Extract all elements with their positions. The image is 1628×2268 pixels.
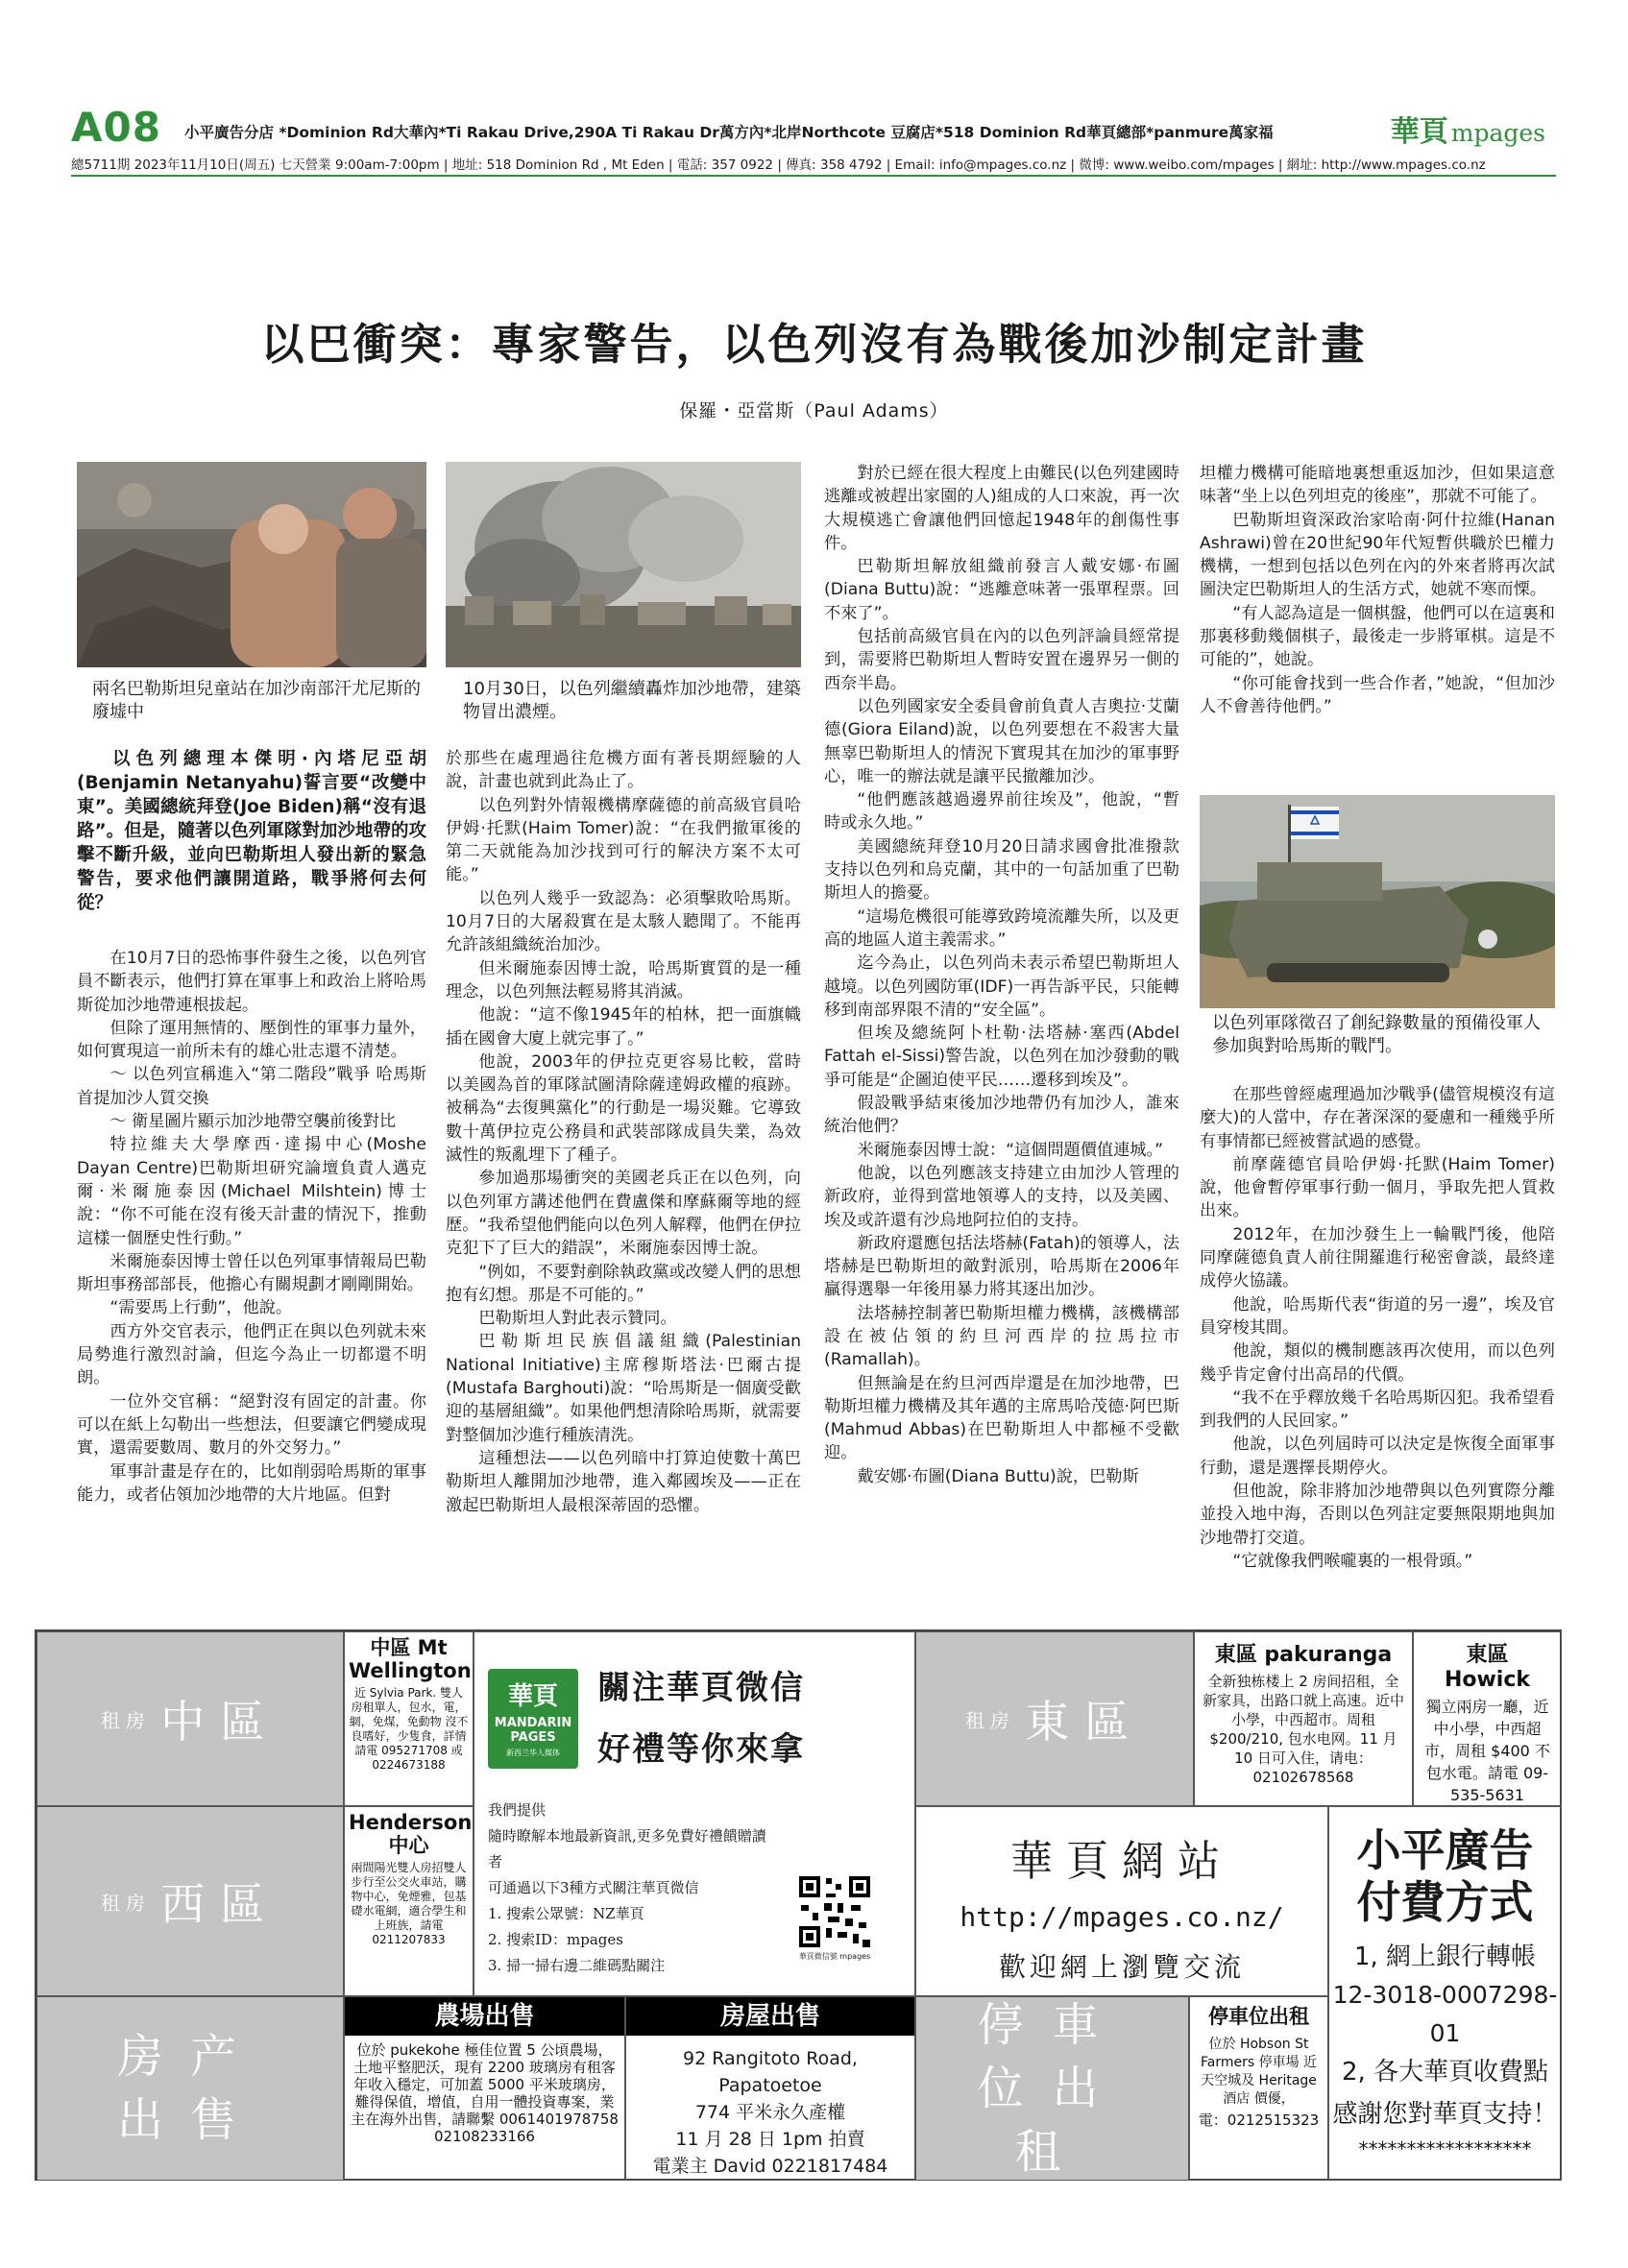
paragraph: 這種想法——以色列暗中打算迫使數十萬巴勒斯坦人離開加沙地帶，進入鄰國埃及——正在激起巴勒斯坦人最根深蒂固的恐懼。 (446, 1448, 801, 1515)
paragraph: 以色列國家安全委員會前負責人吉奧拉·艾蘭德(Giora Eiland)說，以色列要想在不殺害大量無辜巴勒斯坦人的情況下實現其在加沙的軍事野心，唯一的辦法就是讓平民撤離加沙。 (824, 696, 1179, 786)
article-column-4-top (1200, 462, 1555, 779)
logo-cn: 華頁 (1390, 115, 1448, 149)
page-number: A08 (71, 104, 161, 151)
article-column-3 (824, 462, 1179, 1590)
paragraph: 假設戰爭結束後加沙地帶仍有加沙人，誰來統治他們？ (824, 1094, 1179, 1137)
wechat-info: 我們提供 隨時瞭解本地最新資訊,更多免費好禮饋贈讀者 可通過以下3種方式關注華頁微信 1. 搜索公眾號：NZ華頁 2. 搜索ID：mpages 3. 掃一掃右邊二維碼點關注 (488, 1801, 766, 1974)
paragraph: 他說：“這不像1945年的柏林，把一面旗幟插在國會大廈上就完事了。” (446, 1005, 801, 1049)
paragraph: 法塔赫控制著巴勒斯坦權力機構，該機構部設在被佔領的約旦河西岸的拉馬拉市(Ramallah)。 (824, 1303, 1179, 1370)
website-url[interactable]: http://mpages.co.nz/ (960, 1901, 1284, 1933)
paragraph: 但他說，除非將加沙地帶與以色列實際分離並投入地中海，否則以色列註定要無限期地與加沙地帶打交道。 (1200, 1482, 1555, 1548)
paragraph: 巴勒斯坦解放組織前發言人戴安娜·布圖(Diana Buttu)說：“逃離意味著一張單程票。回不來了”。 (824, 557, 1179, 623)
paragraph: 以色列對外情報機構摩薩德的前高級官員哈伊姆·托默(Haim Tomer)說：“在我們撤軍後的第二天就能為加沙找到可行的解決方案不太可能。” (446, 795, 801, 885)
paragraph: “他們應該越過邊界前往埃及”，他說，“暫時或永久地。” (824, 790, 1179, 833)
ad-house-sale[interactable]: 房屋出售 92 Rangitoto Road, Papatoetoe 774 平米永久產權 11 月 28 日 1pm 拍賣 電業主 David 0221817484 (625, 1996, 915, 2181)
photo-gaza-smoke (446, 462, 801, 667)
paragraph: “我不在乎釋放幾千名哈馬斯囚犯。我希望看到我們的人民回家。” (1200, 1387, 1555, 1432)
mandarin-pages-logo: 華頁 MANDARIN PAGES 新西兰华人媒体 (488, 1669, 578, 1769)
parking-rent-label: 停車位出租 (915, 1996, 1189, 2181)
ad-mt-wellington[interactable]: 中區 Mt Wellington 近 Sylvia Park. 雙人房租單人，包水，電，網，免煤，免動物 沒不良嗜好，少隻食，詳情請電 095271708 或 0224673188 (344, 1631, 474, 1806)
property-sale-label: 房产出售 (36, 1996, 344, 2181)
paragraph: “例如，不要對剷除執政黨或改變人們的思想抱有幻想。那是不可能的。” (446, 1262, 801, 1305)
logo-en: mpages (1450, 119, 1545, 147)
wechat-headline: 關注華頁微信 (597, 1669, 805, 1707)
ad-parking[interactable]: 停車位出租 位於 Hobson St Farmers 停車場 近天空城及 Heritage 酒店 價優， 電：0212515323 (1189, 1996, 1328, 2181)
article-column-4-bottom (1200, 1083, 1555, 1590)
rent-east-label: 租房 東區 (915, 1631, 1194, 1806)
website-welcome: 歡迎網上瀏覽交流 (998, 1951, 1245, 1983)
paragraph: 一位外交官稱：“絕對沒有固定的計畫。你可以在紙上勾勒出一些想法，但要讓它們變成現實，還需要數周、數月的外交努力。” (77, 1391, 426, 1459)
ad-pakuranga[interactable]: 東區 pakuranga 全新独栋楼上 2 房间招租，全新家具，出路口就上高速。近中小學，中西超市。周租 $200/210, 包水电网。11 月 10 日可入住，请电：02102678568 (1194, 1631, 1413, 1806)
classified-ads (35, 1629, 1562, 2181)
paragraph: “有人認為這是一個棋盤，他們可以在這裏和那裏移動幾個棋子，最後走一步將軍棋。這是不可能的”，她說。 (1200, 603, 1555, 670)
paragraph: 但米爾施泰因博士說，哈馬斯實質的是一種理念，以色列無法輕易將其消滅。 (446, 958, 801, 1001)
issue-info: 總5711期 2023年11月10日(周五) 七天營業 9:00am-7:00pm | 地址: 518 Dominion Rd , Mt Eden | 電話: 357 0922 | 傳真: 358 4792 | Email: info@mpages.co.nz | 微博: www.weibo.com/mpages | 網址: http://www.mpages.co.nz (71, 157, 1486, 173)
paragraph: “需要馬上行動”，他說。 (109, 1298, 293, 1318)
related-link[interactable]: ～ 以色列宣稱進入“第二階段”戰爭 哈馬斯首提加沙人質交換 (77, 1065, 426, 1108)
article-column-1 (77, 947, 426, 1590)
article-column-2 (446, 747, 801, 1590)
qr-code-icon[interactable] (797, 1874, 872, 1949)
paragraph: 迄今為止，以色列尚未表示希望巴勒斯坦人越境。以色列國防軍(IDF)一再告訴平民，只能轉移到南部界限不清的“安全區”。 (824, 953, 1179, 1020)
bank-account: 12-3018-0007298-01 (1332, 1981, 1558, 2047)
paragraph: 西方外交官表示，他們正在與以色列就未來局勢進行激烈討論，但迄今為止一切都還不明朗。 (77, 1321, 426, 1388)
paragraph: 包括前高級官員在內的以色列評論員經常提到，需要將巴勒斯坦人暫時安置在邊界另一側的西奈半島。 (824, 627, 1179, 693)
rent-west-label: 租房 西區 (36, 1806, 344, 1996)
paragraph: 前摩薩德官員哈伊姆·托默(Haim Tomer)說，他會暫停軍事行動一個月，爭取先把人質救出來。 (1200, 1154, 1555, 1221)
photo3-caption: 以色列軍隊徵召了創紀錄數量的預備役軍人參加與對哈馬斯的戰鬥。 (1212, 1013, 1541, 1056)
ad-howick[interactable]: 東區 Howick 獨立兩房一廳，近中小學，中西超市，周租 $400 不包水電。請電 09-535-5631 (1413, 1631, 1562, 1806)
paragraph: 戴安娜·布圖(Diana Buttu)說，巴勒斯 (857, 1466, 1139, 1486)
branch-addresses: 小平廣告分店 *Dominion Rd大華內*Ti Rakau Drive,290A Ti Rakau Dr萬方內*北岸Northcote 豆腐店*518 Dominion Rd華頁總部*panmure萬家福 (184, 124, 1274, 141)
ad-website[interactable] (915, 1806, 1328, 1996)
paragraph: 特拉維夫大學摩西·達揚中心(Moshe Dayan Centre)巴勒斯坦研究論壇負責人邁克爾·米爾施泰因(Michael Milshtein)博士說：“你不可能在沒有後天計畫的情況下，推動這樣一個歷史性行動。” (77, 1135, 426, 1248)
paragraph: 巴勒斯坦資深政治家哈南·阿什拉維(Hanan Ashrawi)曾在20世紀90年代短暫供職於巴權力機構，一想到包括以色列在內的外來者將再次試圖決定巴勒斯坦人的生活方式，她就不寒而慄。 (1200, 510, 1555, 600)
paragraph: 巴勒斯坦民族倡議組織(Palestinian National Initiative)主席穆斯塔法·巴爾古提(Mustafa Barghouti)說：“哈馬斯是一個廣受歡迎的基層組織”。如果他們想清除哈馬斯，就需要對整個加沙進行種族清洗。 (446, 1332, 801, 1445)
paragraph: 於那些在處理過往危機方面有著長期經驗的人說，計畫也就到此為止了。 (446, 749, 801, 792)
paragraph: 米爾施泰因博士說：“這個問題價值連城。” (857, 1140, 1163, 1160)
header-rule (71, 175, 1556, 177)
article-byline: 保羅・亞當斯（Paul Adams） (679, 400, 949, 422)
paragraph: 坦權力機構可能暗地裏想重返加沙，但如果這意味著“坐上以色列坦克的後座”，那就不可能了。 (1200, 464, 1555, 507)
photo-israeli-tank (1200, 795, 1555, 1008)
paragraph: 但無論是在約旦河西岸還是在加沙地帶，巴勒斯坦權力機構及其年邁的主席馬哈茂德·阿巴斯(Mahmud Abbas)在巴勒斯坦人中都極不受歡迎。 (824, 1373, 1179, 1463)
paragraph: 他說，類似的機制應該再次使用，而以色列幾乎肯定會付出高昂的代價。 (1200, 1341, 1555, 1385)
qr-caption: 華頁微信號 mpages (798, 1952, 871, 1961)
paragraph: 他說，2003年的伊拉克更容易比較，當時以美國為首的軍隊試圖清除薩達姆政權的痕跡。被稱為“去復興黨化”的行動是一場災難。它導致數十萬伊拉克公務員和武裝部隊成員失業，為效滅性的叛亂埋下了種子。 (446, 1051, 801, 1166)
paragraph: 新政府還應包括法塔赫(Fatah)的領導人，法塔赫是巴勒斯坦的敵對派別，哈馬斯在2006年贏得選舉一年後用暴力將其逐出加沙。 (824, 1233, 1179, 1300)
rent-central-label: 租房 中區 (36, 1631, 344, 1806)
paragraph: 他說，以色列屆時可以決定是恢復全面軍事行動，還是選擇長期停火。 (1200, 1435, 1555, 1478)
website-title: 華頁網站 (1010, 1837, 1233, 1886)
paragraph: 米爾施泰因博士曾任以色列軍事情報局巴勒斯坦事務部部長，他擔心有關規劃才剛剛開始。 (77, 1251, 426, 1295)
paragraph: 在那些曾經處理過加沙戰爭(儘管規模沒有這麼大)的人當中，存在著深深的憂慮和一種幾乎所有事情都已經被嘗試過的感覺。 (1200, 1085, 1555, 1151)
paragraph: 軍事計畫是存在的，比如削弱哈馬斯的軍事能力，或者佔領加沙地帶的大片地區。但對 (77, 1461, 426, 1505)
ad-wechat[interactable] (474, 1631, 915, 1996)
paragraph: 以色列人幾乎一致認為：必須擊敗哈馬斯。10月7日的大屠殺實在是太駭人聽聞了。不能再允許該組織統治加沙。 (446, 888, 801, 955)
paragraph: 巴勒斯坦人對此表示贊同。 (478, 1309, 677, 1329)
wechat-subheadline: 好禮等你來拿 (597, 1730, 805, 1769)
paragraph: 2012年，在加沙發生上一輪戰鬥後，他陪同摩薩德負責人前往開羅進行秘密會談，最終達成停火協議。 (1200, 1224, 1555, 1291)
paragraph: 美國總統拜登10月20日請求國會批准撥款支持以色列和烏克蘭，其中的一句話加重了巴勒斯坦人的擔憂。 (824, 836, 1179, 904)
paragraph: 他說，以色列應該支持建立由加沙人管理的新政府，並得到當地領導人的支持，以及美國、埃及或許還有沙烏地阿拉伯的支持。 (824, 1163, 1179, 1230)
paragraph: 參加過那場衝突的美國老兵正在以色列，向以色列軍方講述他們在費盧傑和摩蘇爾等地的經歷。“我希望他們能向以色列人解釋，他們在伊拉克犯下了巨大的錯誤”，米爾施泰因博士說。 (446, 1169, 801, 1259)
paragraph: “它就像我們喉嚨裏的一根骨頭。” (1232, 1551, 1473, 1571)
ad-farm-sale[interactable]: 農場出售 位於 pukekohe 極佳位置 5 公頃農場，土地平整肥沃，現有 2200 玻璃房有租客年收入穩定，可加蓋 5000 平米玻璃房，難得保值，增值，自用一體投資專案，業主在海外出售，請聯繫 0061401978758 02108233166 (344, 1996, 625, 2181)
mpages-logo (1391, 108, 1545, 150)
paragraph: 但除了運用無情的、壓倒性的軍事力量外，如何實現這一前所未有的雄心壯志還不清楚。 (77, 1018, 426, 1062)
paragraph: 對於已經在很大程度上由難民(以色列建國時逃離或被趕出家園的人)組成的人口來說，再一次大規模逃亡會讓他們回憶起1948年的創傷性事件。 (824, 464, 1179, 553)
ad-payment-methods: 小平廣告 付費方式 1, 網上銀行轉帳 12-3018-0007298-01 2, 各大華頁收費點 感謝您對華頁支持！ ****************** (1328, 1806, 1562, 2181)
photo2-caption: 10月30日，以色列繼續轟炸加沙地帶，建築物冒出濃煙。 (463, 679, 801, 722)
ad-henderson[interactable]: Henderson 中心 兩間陽光雙人房招雙人 步行至公交火車站，購物中心，免煙雅，包基礎水電網，適合學生和上班族，請電 0211207833 (344, 1806, 474, 1996)
paragraph: “你可能會找到一些合作者，”她說，“但加沙人不會善待他們。” (1200, 673, 1555, 716)
related-link[interactable]: ～ 衛星圖片顯示加沙地帶空襲前後對比 (109, 1112, 397, 1132)
article-title: 以巴衝突：專家警告，以色列沒有為戰後加沙制定計畫 (260, 319, 1368, 370)
paragraph: 但埃及總統阿卜杜勒·法塔赫·塞西(Abdel Fattah el-Sissi)警告說，以色列在加沙發動的戰爭可能是“企圖迫使平民……遷移到埃及”。 (824, 1024, 1179, 1090)
photo1-caption: 兩名巴勒斯坦兒童站在加沙南部汗尤尼斯的廢墟中 (92, 679, 421, 722)
paragraph: 在10月7日的恐怖事件發生之後，以色列官員不斷表示，他們打算在軍事上和政治上將哈馬斯從加沙地帶連根拔起。 (77, 949, 426, 1015)
photo-children-rubble (77, 462, 426, 667)
paragraph: “這場危機很可能導致跨境流離失所，以及更高的地區人道主義需求。” (824, 906, 1179, 950)
paragraph: 他說，哈馬斯代表“街道的另一邊”，埃及官員穿梭其間。 (1200, 1294, 1555, 1338)
article-lead: 以色列總理本傑明·內塔尼亞胡(Benjamin Netanyahu)誓言要“改變中東”。美國總統拜登(Joe Biden)稱“沒有退路”。但是，隨著以色列軍隊對加沙地帶的攻擊不斷升級，並向巴勒斯坦人發出新的緊急警告，要求他們讓開道路，戰爭將何去何從？ (77, 749, 426, 913)
